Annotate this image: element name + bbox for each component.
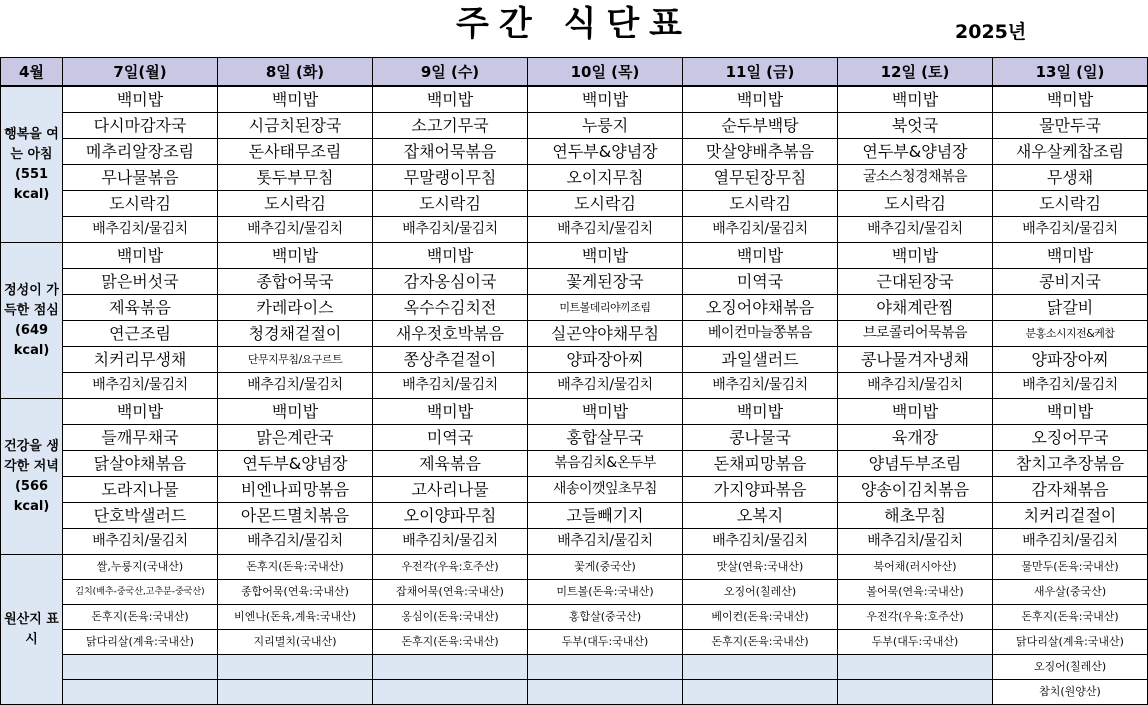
dinner-row: [1, 425, 1148, 451]
menu-item: 콩나물국: [683, 425, 838, 451]
menu-item: 연두부&양념장: [218, 451, 373, 477]
menu-item: 무생채: [993, 165, 1148, 191]
menu-item: 오복지: [683, 503, 838, 529]
menu-item: 굴소스청경채볶음: [838, 165, 993, 191]
menu-item: 백미밥: [63, 86, 218, 113]
menu-item: 배추김치/물김치: [683, 373, 838, 399]
menu-item: 백미밥: [993, 243, 1148, 269]
menu-item: 배추김치/물김치: [63, 217, 218, 243]
lunch-row: [1, 295, 1148, 321]
origin-item: 물만두(돈육:국내산): [993, 555, 1148, 580]
menu-item: 도시락김: [63, 191, 218, 217]
menu-item: 새우살케찹조림: [993, 139, 1148, 165]
day-header: 11일 (금): [683, 58, 838, 87]
dinner-row: [1, 477, 1148, 503]
menu-item: 백미밥: [993, 399, 1148, 425]
menu-item: 배추김치/물김치: [838, 529, 993, 555]
breakfast-row: [1, 165, 1148, 191]
menu-item: 오이지무침: [528, 165, 683, 191]
menu-item: 배추김치/물김치: [683, 217, 838, 243]
lunch-row: [1, 321, 1148, 347]
origin-item: 두부(대두:국내산): [838, 630, 993, 655]
menu-item: 콩비지국: [993, 269, 1148, 295]
breakfast-row: [1, 191, 1148, 217]
menu-item: 양념두부조림: [838, 451, 993, 477]
menu-item: 백미밥: [683, 399, 838, 425]
menu-item: 다시마감자국: [63, 113, 218, 139]
menu-item: 배추김치/물김치: [993, 373, 1148, 399]
menu-item: 도시락김: [993, 191, 1148, 217]
menu-item: 백미밥: [528, 86, 683, 113]
menu-item: 도시락김: [838, 191, 993, 217]
menu-item: 배추김치/물김치: [838, 373, 993, 399]
menu-item: 백미밥: [373, 399, 528, 425]
breakfast-row: [1, 217, 1148, 243]
origin-item: 돈후지(돈육:국내산): [373, 630, 528, 655]
menu-item: 아몬드멸치볶음: [218, 503, 373, 529]
origin-item: 볼어묵(연육:국내산): [838, 580, 993, 605]
menu-item: 쫑상추겉절이: [373, 347, 528, 373]
menu-item: 고사리나물: [373, 477, 528, 503]
menu-item: 소고기무국: [373, 113, 528, 139]
menu-item: 배추김치/물김치: [528, 373, 683, 399]
menu-item: 단무지무침/요구르트: [218, 347, 373, 373]
menu-item: 연두부&양념장: [528, 139, 683, 165]
menu-item: 백미밥: [993, 86, 1148, 113]
menu-item: 분홍소시지전&케찹: [993, 321, 1148, 347]
origin-item: 옹심이(돈육:국내산): [373, 605, 528, 630]
menu-item: 잡채어묵볶음: [373, 139, 528, 165]
origin-item: 오징어(칠레산): [993, 655, 1148, 680]
menu-item: 들깨무채국: [63, 425, 218, 451]
header-row: [1, 58, 1148, 87]
menu-item: 볶음김치&온두부: [528, 451, 683, 477]
menu-item: 배추김치/물김치: [993, 529, 1148, 555]
menu-item: 미역국: [373, 425, 528, 451]
origin-item: 돈후지(돈육:국내산): [218, 555, 373, 580]
menu-item: 닭살야채볶음: [63, 451, 218, 477]
origin-item: [838, 680, 993, 705]
menu-item: 맛살양배추볶음: [683, 139, 838, 165]
menu-item: 콩나물겨자냉채: [838, 347, 993, 373]
menu-item: 배추김치/물김치: [528, 217, 683, 243]
day-header: 8일 (화): [218, 58, 373, 87]
menu-item: 백미밥: [838, 399, 993, 425]
origin-row: [1, 680, 1148, 705]
menu-table: [0, 57, 1148, 705]
origin-item: 맛살(연육:국내산): [683, 555, 838, 580]
menu-item: 물만두국: [993, 113, 1148, 139]
origin-item: 우전각(우육:호주산): [373, 555, 528, 580]
menu-item: 옥수수김치전: [373, 295, 528, 321]
menu-item: 단호박샐러드: [63, 503, 218, 529]
page-title: 주간 식단표: [455, 4, 693, 44]
menu-item: 오이양파무침: [373, 503, 528, 529]
breakfast-label: 행복을 여는 아침 (551 kcal): [1, 86, 63, 243]
menu-item: 연두부&양념장: [838, 139, 993, 165]
lunch-label: 정성이 가득한 점심 (649 kcal): [1, 243, 63, 399]
menu-item: 양송이김치볶음: [838, 477, 993, 503]
menu-item: 치커리겉절이: [993, 503, 1148, 529]
origin-item: 지리멸치(국내산): [218, 630, 373, 655]
menu-item: 오징어야채볶음: [683, 295, 838, 321]
menu-item: 백미밥: [218, 243, 373, 269]
origin-item: 새우살(중국산): [993, 580, 1148, 605]
menu-item: 오징어무국: [993, 425, 1148, 451]
menu-item: 배추김치/물김치: [373, 373, 528, 399]
menu-item: 순두부백탕: [683, 113, 838, 139]
menu-item: 돈사태무조림: [218, 139, 373, 165]
menu-item: 베이컨마늘쫑볶음: [683, 321, 838, 347]
origin-item: 돈후지(돈육:국내산): [63, 605, 218, 630]
origin-item: [373, 655, 528, 680]
origin-item: [528, 655, 683, 680]
lunch-row: [1, 269, 1148, 295]
lunch-row: [1, 243, 1148, 269]
origin-item: [218, 680, 373, 705]
day-header: 13일 (일): [993, 58, 1148, 87]
origin-item: [683, 655, 838, 680]
dinner-row: [1, 399, 1148, 425]
menu-item: 제육볶음: [373, 451, 528, 477]
origin-row: [1, 555, 1148, 580]
menu-item: 과일샐러드: [683, 347, 838, 373]
menu-item: 백미밥: [373, 86, 528, 113]
origin-item: [838, 655, 993, 680]
menu-item: 배추김치/물김치: [528, 529, 683, 555]
dinner-row: [1, 451, 1148, 477]
menu-item: 배추김치/물김치: [218, 217, 373, 243]
menu-item: 비엔나피망볶음: [218, 477, 373, 503]
menu-item: 백미밥: [528, 243, 683, 269]
origin-item: 미트볼(돈육:국내산): [528, 580, 683, 605]
menu-item: 카레라이스: [218, 295, 373, 321]
lunch-row: [1, 347, 1148, 373]
origin-label: 원산지 표시: [1, 555, 63, 705]
origin-row: [1, 580, 1148, 605]
origin-item: [528, 680, 683, 705]
title-area: [0, 0, 1148, 57]
year-label: 2025년: [955, 21, 1027, 43]
origin-row: [1, 605, 1148, 630]
menu-item: 육개장: [838, 425, 993, 451]
menu-item: 북엇국: [838, 113, 993, 139]
menu-item: 제육볶음: [63, 295, 218, 321]
menu-item: 감자옹심이국: [373, 269, 528, 295]
month-header: 4월: [1, 58, 63, 87]
menu-item: 고들빼기지: [528, 503, 683, 529]
origin-item: 우전각(우육:호주산): [838, 605, 993, 630]
menu-item: 도시락김: [528, 191, 683, 217]
menu-item: 백미밥: [528, 399, 683, 425]
menu-item: 백미밥: [683, 86, 838, 113]
menu-item: 백미밥: [218, 86, 373, 113]
menu-item: 누룽지: [528, 113, 683, 139]
origin-item: [218, 655, 373, 680]
day-header: 7일(월): [63, 58, 218, 87]
menu-item: 해초무침: [838, 503, 993, 529]
menu-item: 미트볼데리야끼조림: [528, 295, 683, 321]
menu-item: 무말랭이무침: [373, 165, 528, 191]
breakfast-row: [1, 139, 1148, 165]
day-header: 9일 (수): [373, 58, 528, 87]
menu-item: 청경채겉절이: [218, 321, 373, 347]
menu-item: 연근조림: [63, 321, 218, 347]
origin-item: 종합어묵(연육:국내산): [218, 580, 373, 605]
menu-item: 닭갈비: [993, 295, 1148, 321]
menu-item: 꽃게된장국: [528, 269, 683, 295]
dinner-row: [1, 503, 1148, 529]
menu-item: 배추김치/물김치: [218, 373, 373, 399]
origin-row: [1, 630, 1148, 655]
menu-item: 메추리알장조림: [63, 139, 218, 165]
day-header: 12일 (토): [838, 58, 993, 87]
menu-item: 야채계란찜: [838, 295, 993, 321]
menu-item: 도시락김: [373, 191, 528, 217]
origin-item: 닭다리살(계육:국내산): [63, 630, 218, 655]
menu-item: 돈채피망볶음: [683, 451, 838, 477]
origin-item: 참치(원양산): [993, 680, 1148, 705]
menu-item: 배추김치/물김치: [218, 529, 373, 555]
origin-item: 비엔나(돈육,계육:국내산): [218, 605, 373, 630]
menu-item: 홍합살무국: [528, 425, 683, 451]
menu-item: 백미밥: [63, 399, 218, 425]
menu-body: [1, 86, 1148, 705]
menu-item: 백미밥: [683, 243, 838, 269]
menu-item: 배추김치/물김치: [993, 217, 1148, 243]
origin-item: 쌀,누룽지(국내산): [63, 555, 218, 580]
menu-item: 배추김치/물김치: [63, 373, 218, 399]
menu-item: 감자채볶음: [993, 477, 1148, 503]
lunch-row: [1, 373, 1148, 399]
menu-item: 백미밥: [63, 243, 218, 269]
menu-item: 배추김치/물김치: [373, 529, 528, 555]
menu-item: 실곤약야채무침: [528, 321, 683, 347]
menu-item: 참치고추장볶음: [993, 451, 1148, 477]
menu-item: 미역국: [683, 269, 838, 295]
menu-item: 배추김치/물김치: [838, 217, 993, 243]
menu-item: 양파장아찌: [528, 347, 683, 373]
menu-item: 도시락김: [218, 191, 373, 217]
origin-item: 북어채(러시아산): [838, 555, 993, 580]
origin-item: [63, 655, 218, 680]
menu-item: 백미밥: [838, 86, 993, 113]
origin-item: 김치(배추-중국산,고추분-중국산): [63, 580, 218, 605]
menu-item: 백미밥: [373, 243, 528, 269]
menu-item: 배추김치/물김치: [63, 529, 218, 555]
origin-item: 돈후지(돈육:국내산): [993, 605, 1148, 630]
origin-item: 베이컨(돈육:국내산): [683, 605, 838, 630]
breakfast-row: [1, 113, 1148, 139]
menu-item: 브로콜리어묵볶음: [838, 321, 993, 347]
menu-item: 도시락김: [683, 191, 838, 217]
origin-item: [63, 680, 218, 705]
menu-item: 톳두부무침: [218, 165, 373, 191]
origin-item: 두부(대두:국내산): [528, 630, 683, 655]
menu-item: 근대된장국: [838, 269, 993, 295]
menu-item: 도라지나물: [63, 477, 218, 503]
origin-item: 닭다리살(계육:국내산): [993, 630, 1148, 655]
origin-item: [683, 680, 838, 705]
menu-item: 백미밥: [218, 399, 373, 425]
dinner-row: [1, 529, 1148, 555]
day-header: 10일 (목): [528, 58, 683, 87]
origin-item: [373, 680, 528, 705]
dinner-label: 건강을 생각한 저녁 (566 kcal): [1, 399, 63, 555]
origin-item: 오징어(칠레산): [683, 580, 838, 605]
menu-item: 가지양파볶음: [683, 477, 838, 503]
origin-item: 잡채어묵(연육:국내산): [373, 580, 528, 605]
menu-item: 맑은버섯국: [63, 269, 218, 295]
origin-row: [1, 655, 1148, 680]
menu-item: 맑은계란국: [218, 425, 373, 451]
origin-item: 꽃게(중국산): [528, 555, 683, 580]
menu-item: 치커리무생채: [63, 347, 218, 373]
origin-item: 홍합살(중국산): [528, 605, 683, 630]
menu-item: 백미밥: [838, 243, 993, 269]
menu-item: 시금치된장국: [218, 113, 373, 139]
menu-item: 배추김치/물김치: [683, 529, 838, 555]
menu-item: 열무된장무침: [683, 165, 838, 191]
menu-item: 양파장아찌: [993, 347, 1148, 373]
menu-item: 새송이깻잎초무침: [528, 477, 683, 503]
menu-item: 무나물볶음: [63, 165, 218, 191]
origin-item: 돈후지(돈육:국내산): [683, 630, 838, 655]
menu-item: 배추김치/물김치: [373, 217, 528, 243]
menu-item: 종합어묵국: [218, 269, 373, 295]
menu-item: 새우젓호박볶음: [373, 321, 528, 347]
breakfast-row: [1, 86, 1148, 113]
